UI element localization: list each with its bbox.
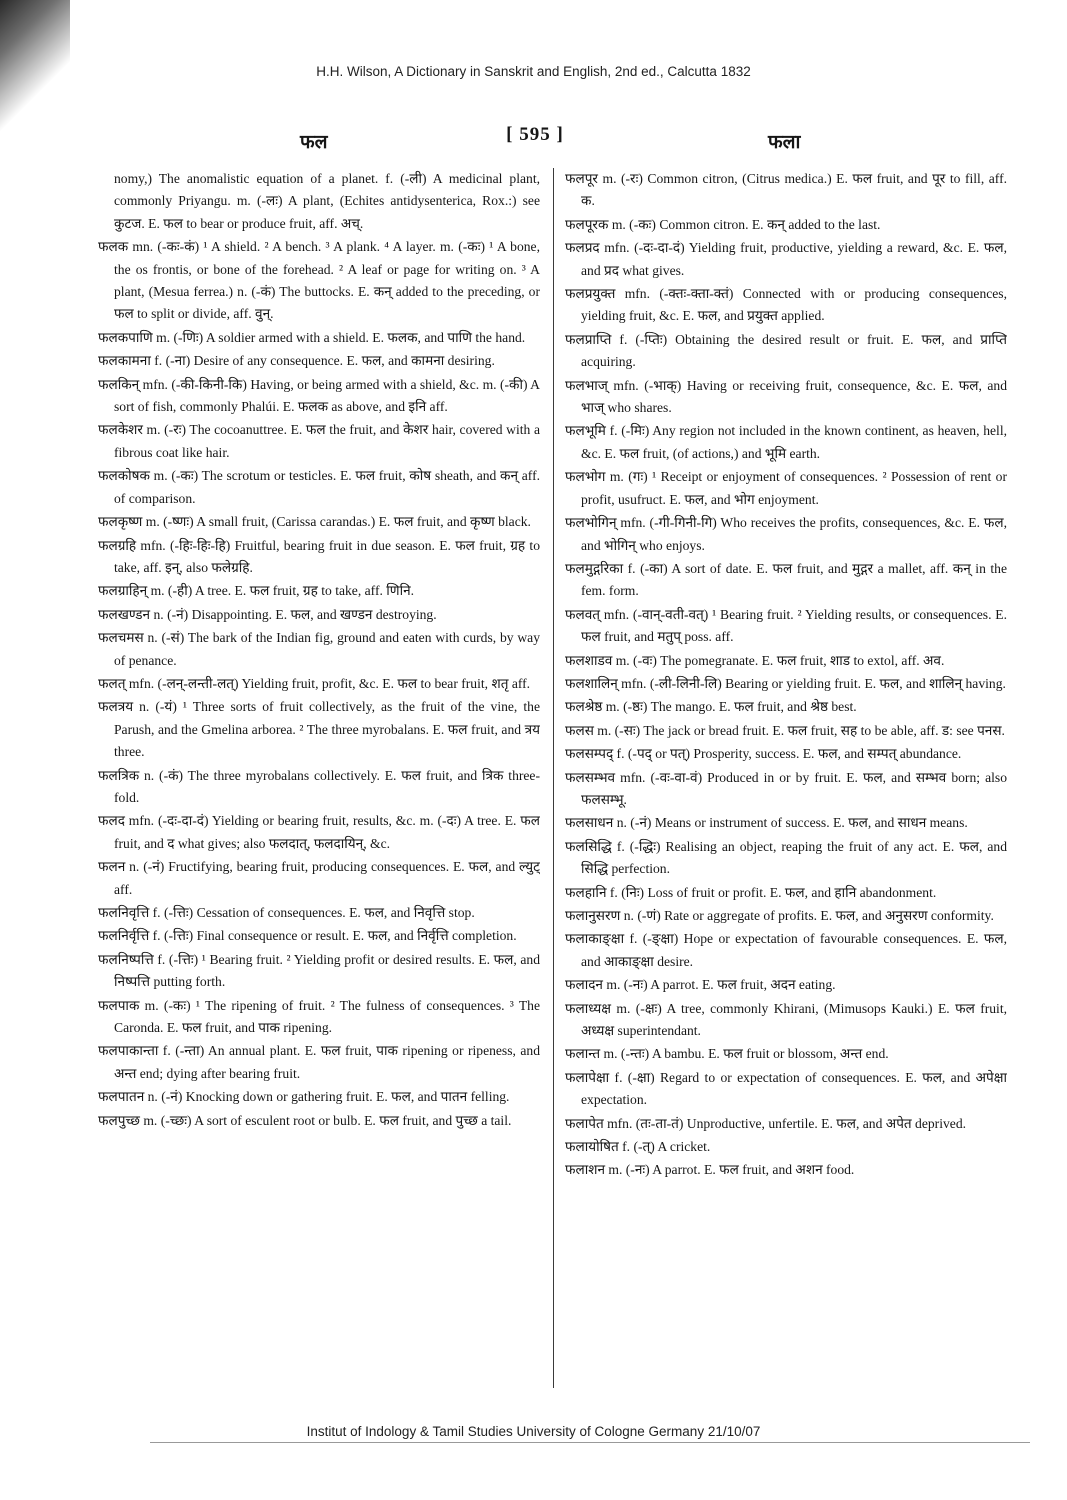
page-number: [ 595 ] bbox=[506, 124, 564, 145]
dictionary-entry: फलप्रयुक्त mfn. (-क्तः-क्ता-क्तं) Connected with or producing consequences, yielding fruit, &c. E. फल, and प्रयुक्त applied. bbox=[565, 286, 1007, 324]
dictionary-entry: फलपूर m. (-रः) Common citron, (Citrus medica.) E. फल fruit, and पूर to fill, aff. क. bbox=[565, 171, 1007, 209]
dictionary-entry: फलद mfn. (-दः-दा-दं) Yielding or bearing fruit, results, &c. m. (-दः) A tree. E. फल fruit, and द what gives; also फलदात्, फलदायिन्, &c. bbox=[98, 813, 540, 851]
dictionary-entry: फलग्रहि mfn. (-हिः-हिः-हि) Fruitful, bearing fruit in due season. E. फल fruit, ग्रह to take, aff. इन्, also फलेग्रहि. bbox=[98, 537, 540, 575]
column-divider bbox=[553, 168, 554, 1388]
dictionary-entry: फलपातन n. (-नं) Knocking down or gathering fruit. E. फल, and पातन felling. bbox=[98, 1089, 510, 1105]
dictionary-entry: फलसम्पद् f. (-पद् or पत्) Prosperity, success. E. फल, and सम्पत् abundance. bbox=[565, 746, 962, 762]
dictionary-entry: फलादन m. (-नः) A parrot. E. फल fruit, अदन eating. bbox=[565, 977, 836, 993]
running-head-right: फला bbox=[768, 131, 801, 153]
dictionary-entry: फलत् mfn. (-लन्-लन्ती-लत्) Yielding fruit, profit, &c. E. फल to bear fruit, शतृ aff. bbox=[98, 675, 531, 691]
dictionary-entry: फलसम्भव mfn. (-वः-वा-वं) Produced in or by fruit. E. फल, and सम्भव born; also फलसम्भू. bbox=[565, 769, 1007, 807]
dictionary-entry: फलकोषक m. (-कः) The scrotum or testicles. E. फल fruit, कोष sheath, and कन् aff. of comparison. bbox=[98, 468, 540, 506]
dictionary-entry: फलमुद्गरिका f. (-का) A sort of date. E. फल fruit, and मुद्गर a mallet, aff. कन् in the fem. form. bbox=[565, 560, 1007, 599]
dictionary-entry: फलपाक m. (-कः) ¹ The ripening of fruit. ² The fulness of consequences. ³ The Caronda. E. फल fruit, and पाक ripening. bbox=[98, 997, 540, 1036]
dictionary-entry: फलाकाङ्क्षा f. (-ङ्क्षा) Hope or expectation of favourable consequences. E. फल, and आकाङ्क्षा desire. bbox=[565, 931, 1007, 969]
footer-rule bbox=[150, 1442, 1030, 1443]
dictionary-entry: फलक mn. (-कः-कं) ¹ A shield. ² A bench. ³ A plank. ⁴ A layer. m. (-कः) ¹ A bone, the os frontis, or bone of the forehead. ² A leaf or page for writing on. ³ A plant, (Mesua ferrea.) n. (-कं) The buttocks. E. कन् added to the preceding, or फल to split or divide, aff. वुन्. bbox=[98, 239, 540, 322]
dictionary-entry: फलसिद्धि f. (-द्धिः) Realising an object, reaping the fruit of any act. E. फल, and सिद्धि perfection. bbox=[565, 838, 1007, 877]
dictionary-entry: फलखण्डन n. (-नं) Disappointing. E. फल, and खण्डन destroying. bbox=[98, 606, 437, 622]
dictionary-entry: फलभोगिन् mfn. (-गी-गिनी-गि) Who receives the profits, consequences, &c. E. फल, and भोगिन् who enjoys. bbox=[565, 515, 1007, 553]
dictionary-entry: फलशाडव m. (-वः) The pomegranate. E. फल fruit, शाड to extol, aff. अव. bbox=[565, 652, 945, 668]
dictionary-entry: फलस m. (-सः) The jack or bread fruit. E. फल fruit, सह to be able, aff. ड: see पनस. bbox=[565, 722, 1005, 738]
dictionary-entry: फलपूरक m. (-कः) Common citron. E. कन् added to the last. bbox=[565, 216, 881, 232]
dictionary-entry: फलशालिन् mfn. (-ली-लिनी-लि) Bearing or yielding fruit. E. फल, and शालिन् having. bbox=[565, 675, 1006, 691]
dictionary-entry: फलश्रेष्ठ m. (-ष्ठः) The mango. E. फल fruit, and श्रेष्ठ best. bbox=[565, 699, 857, 715]
dictionary-entry: फलप्रद mfn. (-दः-दा-दं) Yielding fruit, productive, yielding a reward, &c. E. फल, and प्रद what gives. bbox=[565, 240, 1007, 278]
dictionary-entry: फलनिवृत्ति f. (-त्तिः) Cessation of consequences. E. फल, and निवृत्ति stop. bbox=[98, 905, 475, 920]
dictionary-entry: फलनिष्पत्ति f. (-त्तिः) ¹ Bearing fruit. ² Yielding profit or desired results. E. फल, and निष्पत्ति putting forth. bbox=[98, 951, 540, 990]
dictionary-entry: फलहानि f. (निः) Loss of fruit or profit. E. फल, and हानि abandonment. bbox=[565, 884, 937, 900]
dictionary-entry: फलपुच्छ m. (-च्छः) A sort of esculent root or bulb. E. फल fruit, and पुच्छ a tail. bbox=[98, 1112, 512, 1128]
dictionary-entry: फलायोषित f. (-त्) A cricket. bbox=[565, 1139, 711, 1155]
dictionary-entry: फलवत् mfn. (-वान्-वती-वत्) ¹ Bearing fruit. ² Yielding results, or consequences. E. फल fruit, and मतुप् poss. aff. bbox=[565, 606, 1007, 645]
right-column bbox=[565, 168, 1007, 1398]
running-head-left: फल bbox=[300, 131, 328, 153]
dictionary-entry: फलकेशर m. (-रः) The cocoanuttree. E. फल the fruit, and केशर hair, covered with a fibrous coat like hair. bbox=[98, 422, 540, 460]
dictionary-entry: फलापेक्षा f. (-क्षा) Regard to or expectation of consequences. E. फल, and अपेक्षा expectation. bbox=[565, 1069, 1007, 1108]
dictionary-entry: फलप्राप्ति f. (-प्तिः) Obtaining the desired result or fruit. E. फल, and प्राप्ति acquiring. bbox=[565, 331, 1007, 370]
dictionary-entry: फलकिन् mfn. (-की-किनी-कि) Having, or being armed with a shield, &c. m. (-की) A sort of fish, commonly Phalúi. E. फलक as above, and इनि aff. bbox=[98, 376, 540, 415]
dictionary-entry: फलकपाणि m. (-णिः) A soldier armed with a shield. E. फलक, and पाणि the hand. bbox=[98, 329, 526, 345]
dictionary-entry: फलग्राहिन् m. (-ही) A tree. E. फल fruit, ग्रह to take, aff. णिनि. bbox=[98, 583, 415, 599]
dictionary-entry: फलाध्यक्ष m. (-क्षः) A tree, commonly Khirani, (Mimusops Kauki.) E. फल fruit, अध्यक्ष superintendant. bbox=[565, 1000, 1007, 1039]
dictionary-entry: फलभाज् mfn. (-भाक्) Having or receiving fruit, consequence, &c. E. फल, and भाज् who shares. bbox=[565, 377, 1007, 416]
left-column bbox=[98, 168, 540, 1398]
dictionary-entry: फलपाकान्ता f. (-न्ता) An annual plant. E. फल fruit, पाक ripening or ripeness, and अन्त end; dying after bearing fruit. bbox=[98, 1043, 540, 1081]
dictionary-entry: फलाशन m. (-नः) A parrot. E. फल fruit, and अशन food. bbox=[565, 1162, 855, 1178]
dictionary-entry: फलनिर्वृत्ति f. (-त्तिः) Final consequence or result. E. फल, and निर्वृत्ति completion. bbox=[98, 928, 517, 944]
dictionary-entry: फलचमस n. (-सं) The bark of the Indian fig, ground and eaten with curds, by way of penance. bbox=[98, 630, 540, 668]
dictionary-entry: फलान्त m. (-न्तः) A bambu. E. फल fruit or blossom, अन्त end. bbox=[565, 1046, 889, 1062]
dictionary-entry: फलभूमि f. (-मिः) Any region not included in the known continent, as heaven, hell, &c. E. फल fruit, (of actions,) and भूमि earth. bbox=[565, 423, 1007, 461]
dictionary-entry: फलत्रिक n. (-कं) The three myrobalans collectively. E. फल fruit, and त्रिक three-fold. bbox=[98, 767, 540, 805]
dictionary-entry: फलापेत mfn. (तः-ता-तं) Unproductive, unfertile. E. फल, and अपेत deprived. bbox=[565, 1115, 967, 1131]
dictionary-entry: फलकामना f. (-ना) Desire of any consequence. E. फल, and कामना desiring. bbox=[98, 353, 495, 369]
source-header: H.H. Wilson, A Dictionary in Sanskrit and English, 2nd ed., Calcutta 1832 bbox=[316, 64, 751, 79]
dictionary-entry: nomy,) The anomalistic equation of a planet. f. (-ली) A medicinal plant, commonly Priyangu. m. (-लः) A plant, (Echites antidysenterica, Rox.:) see कुटज. E. फल to bear or produce fruit, aff. अच्. bbox=[114, 171, 540, 231]
source-footer: Institut of Indology & Tamil Studies University of Cologne Germany 21/10/07 bbox=[306, 1424, 761, 1439]
dictionary-entry: फलत्रय n. (-यं) ¹ Three sorts of fruit collectively, as the fruit of the vine, the Parush, and the Gmelina arborea. ² The three myrobalans. E. फल fruit, and त्रय three. bbox=[98, 699, 540, 760]
dictionary-entry: फलन n. (-नं) Fructifying, bearing fruit, producing consequences. E. फल, and ल्युट् aff. bbox=[98, 859, 540, 897]
dictionary-entry: फलानुसरण n. (-णं) Rate or aggregate of profits. E. फल, and अनुसरण conformity. bbox=[565, 908, 994, 923]
dictionary-entry: फलकृष्ण m. (-ष्णः) A small fruit, (Carissa carandas.) E. फल fruit, and कृष्ण black. bbox=[98, 514, 531, 530]
dictionary-entry: फलभोग m. (गः) ¹ Receipt or enjoyment of consequences. ² Possession of rent or profit, usufruct. E. फल, and भोग enjoyment. bbox=[565, 469, 1007, 507]
dictionary-entry: फलसाधन n. (-नं) Means or instrument of success. E. फल, and साधन means. bbox=[565, 815, 968, 831]
